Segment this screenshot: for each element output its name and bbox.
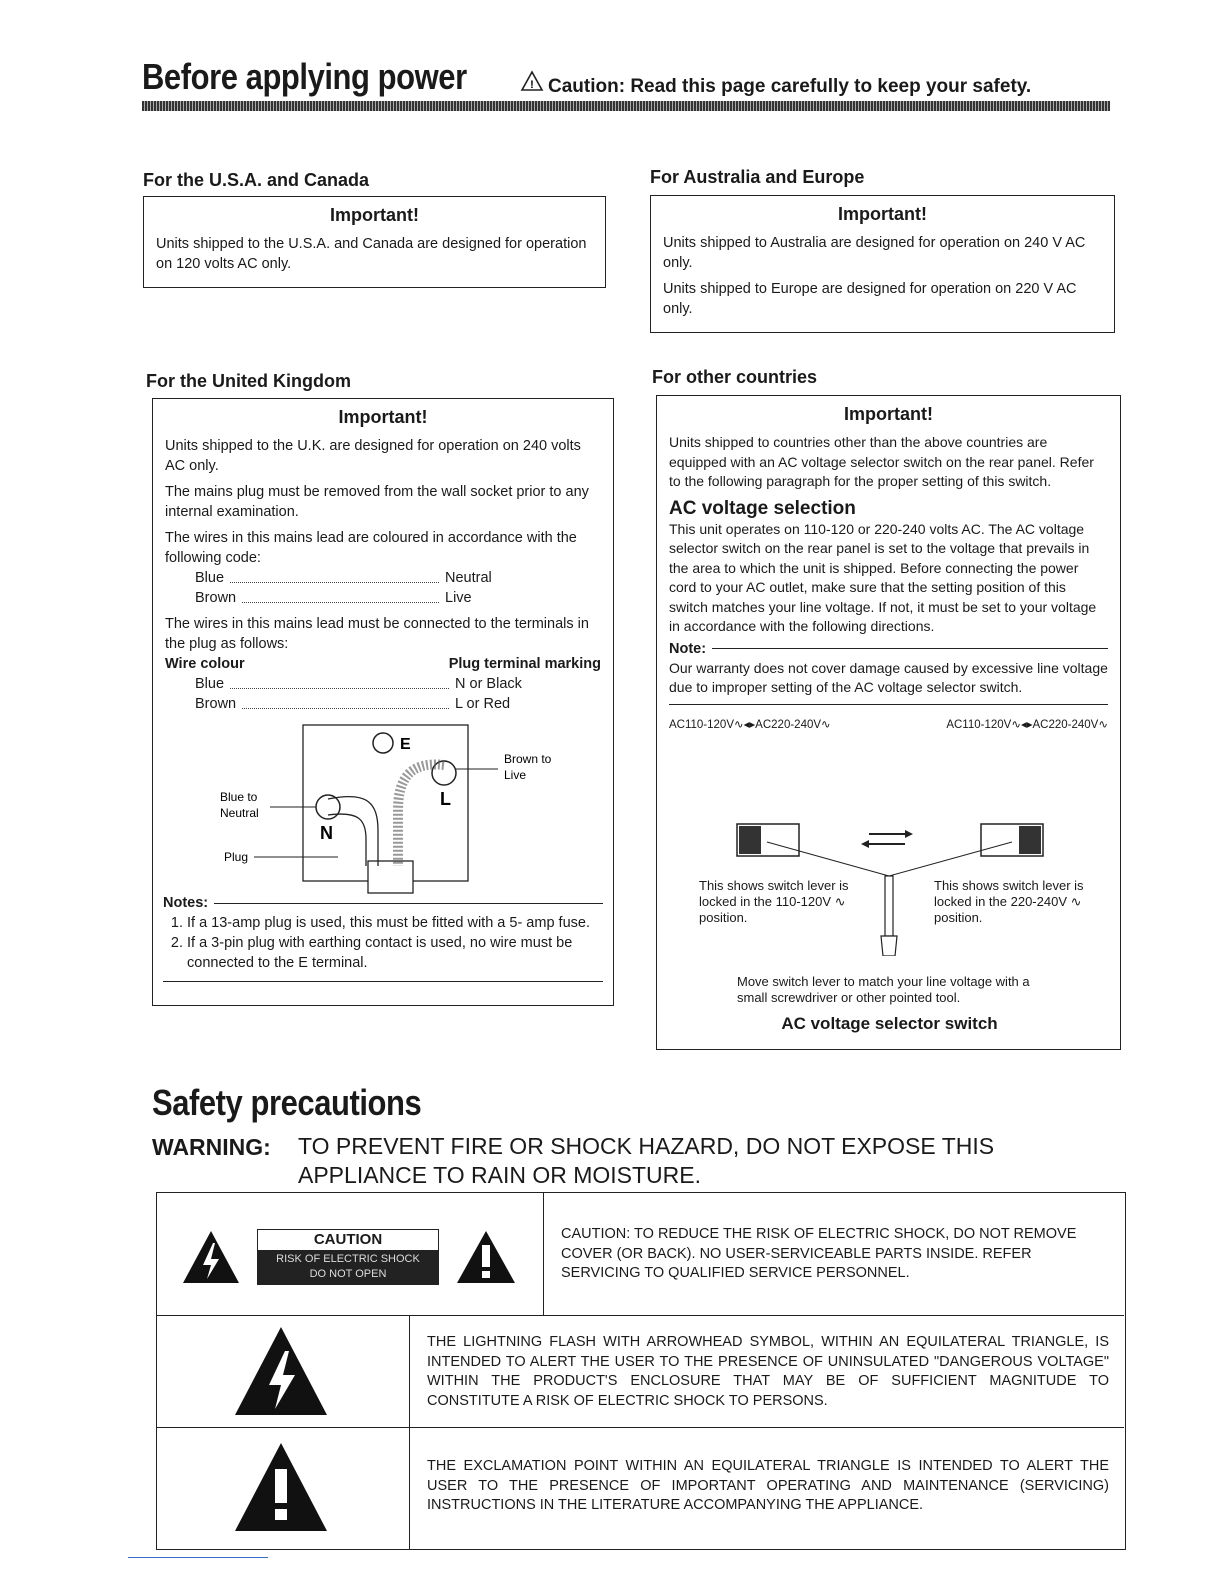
uk-p2: The mains plug must be removed from the wall socket prior to any internal examination. (165, 484, 589, 520)
uk-note-item: 2. If a 3-pin plug with earthing contact is used, no wire must be connected to the E terminal. (187, 933, 603, 973)
other-p2: This unit operates on 110-120 or 220-240 volts AC. The AC voltage selector switch on the rear panel is set to the voltage that prevails in the area to which the unit is shipped. Before connecting the power cord to your AC outlet, make sure that the setting position of this switch matches your line voltage. If not, it must be set to your voltage in accordance with the following directions. (669, 520, 1097, 634)
plug-label: Plug (224, 850, 249, 864)
australia-box (650, 195, 1115, 333)
uk-table-header (165, 654, 601, 674)
switch-right-lever (1019, 826, 1041, 854)
warning-triangle-icon (520, 70, 544, 92)
lightning-triangle-icon (181, 1229, 241, 1285)
uk-box (152, 398, 614, 1006)
uk-notes (163, 893, 603, 982)
uk-notes-label: Notes: (163, 895, 209, 911)
switch-labels (669, 717, 1108, 731)
uk-marking-row: Blue N or Black (195, 676, 522, 692)
uk-important: Important! (338, 407, 428, 427)
uk-code-list (165, 568, 525, 608)
footer-rule (128, 1557, 268, 1558)
exclamation-symbol-cell (157, 1427, 410, 1549)
caution-text-cell (543, 1193, 1124, 1316)
left-switch-caption: This shows switch lever is locked in the 110-120V ∿ position. (699, 878, 849, 925)
lightning-symbol-cell (157, 1315, 410, 1428)
uk-p4: The wires in this mains lead must be connected to the terminals in the plug as follows: (165, 616, 589, 652)
ac-voltage-subhead: AC voltage selection (669, 497, 856, 519)
neutral-label: Neutral (220, 806, 259, 820)
australia-text-1: Units shipped to Australia are designed for operation on 240 V AC only. (663, 235, 1086, 271)
caution-symbol-cell (157, 1193, 544, 1316)
figure-title: AC voltage selector switch (781, 1014, 998, 1033)
earth-terminal (373, 733, 393, 753)
caution-badge (257, 1229, 439, 1285)
exclamation-triangle-icon (455, 1229, 517, 1285)
australia-heading: For Australia and Europe (650, 167, 865, 187)
uk-code-row: Brown Live (195, 590, 472, 606)
safety-title: Safety precautions (152, 1082, 422, 1123)
other-p1: Units shipped to countries other than the above countries are equipped with an AC voltage selector switch on the rear panel. Refer to the following paragraph for the proper setting of this switch. (669, 434, 1094, 489)
uk-marking-row: Brown L or Red (195, 696, 511, 712)
exclamation-text: THE EXCLAMATION POINT WITHIN AN EQUILATERAL TRIANGLE IS INTENDED TO ALERT THE USER TO THE PRESENCE OF IMPORTANT OPERATING AND MAINTENANCE (SERVICING) INSTRUCTIONS IN THE LITERATURE ACCOMPANYING THE APPLIANCE. (427, 1458, 1109, 1513)
screwdriver-icon (885, 876, 893, 936)
brown-to-label: Brown to (504, 752, 552, 766)
live-label: Live (504, 768, 527, 782)
lightning-triangle-icon (233, 1325, 329, 1417)
warning-label: WARNING: (152, 1134, 271, 1160)
caution-badge-sub2: DO NOT OPEN (309, 1268, 387, 1280)
uk-col-wire: Wire colour (165, 656, 245, 672)
usa-box (143, 196, 606, 288)
uk-code-row: Blue Neutral (195, 570, 492, 586)
plug-wiring-diagram (208, 721, 568, 901)
exclamation-text-cell (409, 1427, 1124, 1549)
caution-line: Caution: Read this page carefully to keep your safety. (548, 76, 1032, 97)
blue-to-label: Blue to (220, 790, 258, 804)
uk-note-item: 1. If a 13-amp plug is used, this must be fitted with a 5- amp fuse. (187, 913, 603, 933)
lightning-text-cell (409, 1315, 1124, 1428)
terminal-n-label: N (320, 823, 333, 843)
terminal-l-label: L (440, 789, 451, 809)
other-note: Our warranty does not cover damage caused by excessive line voltage due to improper setting of the AC voltage selector switch. (669, 659, 1108, 695)
australia-important: Important! (838, 204, 927, 224)
usa-heading: For the U.S.A. and Canada (143, 170, 370, 190)
switch-label-right: AC110-120V∿◂▸AC220-240V∿ (946, 718, 1108, 731)
terminal-e-label: E (400, 736, 411, 753)
uk-p1: Units shipped to the U.K. are designed for operation on 240 volts AC only. (165, 438, 581, 474)
page-header (142, 58, 1122, 98)
warning-text: TO PREVENT FIRE OR SHOCK HAZARD, DO NOT EXPOSE THIS APPLIANCE TO RAIN OR MOISTURE. (298, 1133, 995, 1188)
uk-marking-list (165, 674, 535, 714)
caution-text: CAUTION: TO REDUCE THE RISK OF ELECTRIC SHOCK, DO NOT REMOVE COVER (OR BACK). NO USER-SERVICEABLE PARTS INSIDE. REFER SERVICING TO QUALIFIED SERVICE PERSONNEL. (561, 1226, 1077, 1281)
other-important: Important! (844, 404, 933, 424)
uk-heading: For the United Kingdom (146, 371, 351, 391)
safety-table (156, 1192, 1126, 1550)
other-box (656, 395, 1121, 1050)
right-switch-caption: This shows switch lever is locked in the 220-240V ∿ position. (934, 878, 1084, 925)
switch-left-lever (739, 826, 761, 854)
page-title: Before applying power (142, 56, 467, 97)
lightning-text: THE LIGHTNING FLASH WITH ARROWHEAD SYMBOL, WITHIN AN EQUILATERAL TRIANGLE, IS INTENDED TO ALERT THE USER TO THE PRESENCE OF UNINSULATED "DANGEROUS VOLTAGE" WITHIN THE PRODUCT'S ENCLOSURE THAT MAY BE OF SUFFICIENT MAGNITUDE TO CONSTITUTE A RISK OF ELECTRIC SHOCK TO PERSONS. (427, 1334, 1109, 1409)
usa-important: Important! (330, 205, 419, 225)
other-heading: For other countries (652, 367, 818, 387)
usa-text: Units shipped to the U.S.A. and Canada are designed for operation on 120 volts AC only. (156, 236, 587, 272)
exclamation-triangle-icon (233, 1441, 329, 1533)
switch-label-left: AC110-120V∿◂▸AC220-240V∿ (669, 718, 831, 731)
header-rule (142, 101, 1110, 111)
other-note-label: Note: (669, 640, 707, 657)
move-switch-caption: Move switch lever to match your line voltage with a small screwdriver or other pointed tool. (737, 974, 1030, 1005)
caution-badge-title: CAUTION (258, 1230, 438, 1250)
uk-col-plug: Plug terminal marking (448, 656, 601, 672)
australia-text-2: Units shipped to Europe are designed for operation on 220 V AC only. (663, 281, 1077, 317)
uk-p3: The wires in this mains lead are coloured in accordance with the following code: (165, 530, 577, 566)
svg-text:!: ! (530, 79, 534, 91)
caution-badge-sub1: RISK OF ELECTRIC SHOCK (276, 1253, 420, 1265)
